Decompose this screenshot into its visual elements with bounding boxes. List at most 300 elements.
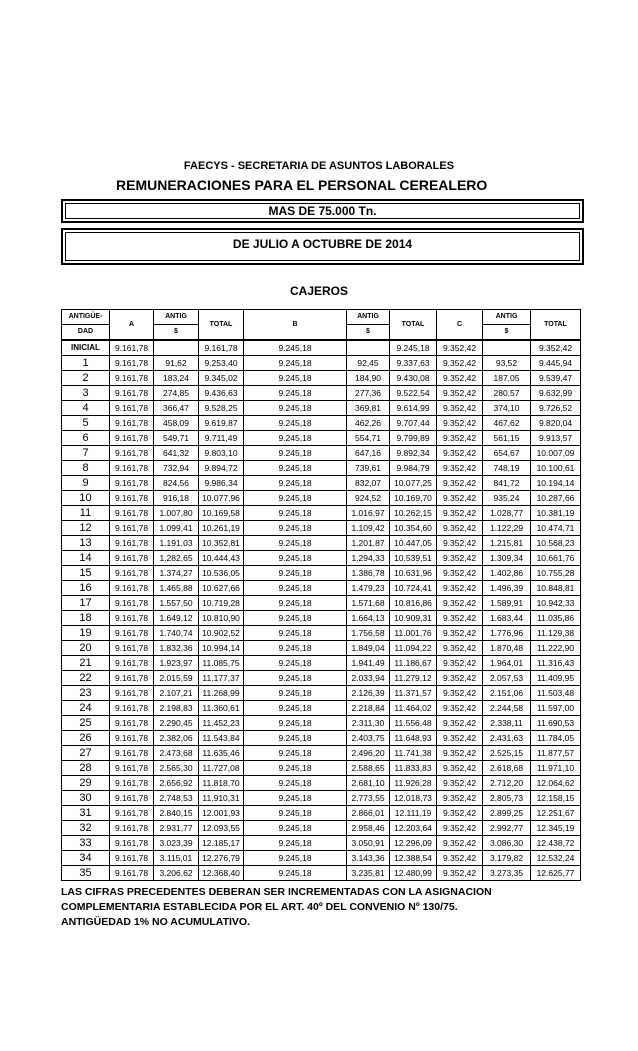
cell-c-antig: 1.028,77	[483, 506, 531, 521]
cell-b-basic: 9.245,18	[244, 446, 347, 461]
cell-c-basic: 9.352,42	[437, 491, 483, 506]
cell-b-total: 10.724,41	[390, 581, 437, 596]
cell-a-total: 9.986,34	[199, 476, 244, 491]
cell-a-basic: 9.161,78	[110, 716, 154, 731]
cell-c-antig: 467,62	[483, 416, 531, 431]
group-b-antig-unit: $	[347, 325, 390, 341]
table-row	[62, 446, 581, 461]
cell-b-antig: 739,61	[347, 461, 390, 476]
table-row	[62, 476, 581, 491]
cell-c-basic: 9.352,42	[437, 866, 483, 881]
cell-b-total: 10.354,60	[390, 521, 437, 536]
cell-c-basic: 9.352,42	[437, 851, 483, 866]
cell-c-total: 9.539,47	[531, 371, 581, 386]
cell-b-antig: 1.201,87	[347, 536, 390, 551]
cell-a-total: 12.185,17	[199, 836, 244, 851]
cell-a-total: 10.444,43	[199, 551, 244, 566]
cell-b-total: 11.926,28	[390, 776, 437, 791]
cell-b-antig: 1.386,78	[347, 566, 390, 581]
cell-antiguedad: 9	[62, 476, 110, 491]
cell-a-antig: 2.107,21	[154, 686, 199, 701]
footnote-line-1: LAS CIFRAS PRECEDENTES DEBERAN SER INCREMENTADAS CON LA ASIGNACION	[61, 886, 492, 898]
table-row	[62, 701, 581, 716]
cell-a-total: 9.803,10	[199, 446, 244, 461]
table-row	[62, 806, 581, 821]
cell-b-basic: 9.245,18	[244, 431, 347, 446]
cell-a-antig: 1.740,74	[154, 626, 199, 641]
cell-c-basic: 9.352,42	[437, 506, 483, 521]
cell-c-total: 11.690,53	[531, 716, 581, 731]
cell-b-total: 9.245,18	[390, 340, 437, 356]
cell-c-antig: 2.618,68	[483, 761, 531, 776]
cell-c-total: 12.625,77	[531, 866, 581, 881]
cell-c-basic: 9.352,42	[437, 641, 483, 656]
cell-a-basic: 9.161,78	[110, 386, 154, 401]
cell-a-total: 11.818,70	[199, 776, 244, 791]
cell-a-antig: 91,62	[154, 356, 199, 371]
cell-c-total: 12.532,24	[531, 851, 581, 866]
group-c-total-header: TOTAL	[531, 310, 581, 341]
cell-a-basic: 9.161,78	[110, 686, 154, 701]
cell-a-total: 10.719,28	[199, 596, 244, 611]
cell-b-antig: 3.235,81	[347, 866, 390, 881]
cell-antiguedad: 23	[62, 686, 110, 701]
cell-b-basic: 9.245,18	[244, 656, 347, 671]
cell-b-antig: 1.109,42	[347, 521, 390, 536]
cell-c-antig: 2.712,20	[483, 776, 531, 791]
cell-c-antig: 2.431,63	[483, 731, 531, 746]
cell-c-antig: 187,05	[483, 371, 531, 386]
cell-b-total: 12.111,19	[390, 806, 437, 821]
cell-a-total: 10.169,58	[199, 506, 244, 521]
cell-b-antig: 2.403,75	[347, 731, 390, 746]
cell-c-total: 11.409,95	[531, 671, 581, 686]
cell-b-antig: 1.479,23	[347, 581, 390, 596]
cell-c-total: 10.942,33	[531, 596, 581, 611]
cell-a-basic: 9.161,78	[110, 821, 154, 836]
cell-b-antig: 462,26	[347, 416, 390, 431]
cell-a-antig: 1.923,97	[154, 656, 199, 671]
cell-a-basic: 9.161,78	[110, 536, 154, 551]
cell-a-basic: 9.161,78	[110, 806, 154, 821]
cell-a-antig: 1.649,12	[154, 611, 199, 626]
group-a-antig-header: ANTIG	[154, 310, 199, 325]
cell-antiguedad: 1	[62, 356, 110, 371]
cell-c-total: 9.445,94	[531, 356, 581, 371]
cell-a-basic: 9.161,78	[110, 836, 154, 851]
table-body	[62, 310, 581, 881]
cell-c-basic: 9.352,42	[437, 746, 483, 761]
table-row	[62, 716, 581, 731]
cell-antiguedad: 6	[62, 431, 110, 446]
cell-b-total: 11.001,76	[390, 626, 437, 641]
cell-b-total: 12.018,73	[390, 791, 437, 806]
group-a-header: A	[110, 310, 154, 341]
cell-b-total: 10.077,25	[390, 476, 437, 491]
cell-a-antig: 2.840,15	[154, 806, 199, 821]
cell-b-antig: 2.958,46	[347, 821, 390, 836]
cell-a-antig: 1.007,80	[154, 506, 199, 521]
cell-c-basic: 9.352,42	[437, 401, 483, 416]
cell-a-basic: 9.161,78	[110, 641, 154, 656]
col-antiguedad-header: ANTIGÜE-	[62, 310, 110, 325]
cell-a-basic: 9.161,78	[110, 401, 154, 416]
cell-c-basic: 9.352,42	[437, 340, 483, 356]
cell-antiguedad: 22	[62, 671, 110, 686]
cell-antiguedad: 30	[62, 791, 110, 806]
cell-a-basic: 9.161,78	[110, 521, 154, 536]
cell-a-antig: 3.023,39	[154, 836, 199, 851]
cell-b-basic: 9.245,18	[244, 626, 347, 641]
cell-c-total: 12.345,19	[531, 821, 581, 836]
cell-antiguedad: 24	[62, 701, 110, 716]
cell-b-total: 9.337,63	[390, 356, 437, 371]
cell-b-total: 10.816,86	[390, 596, 437, 611]
cell-c-antig: 3.179,82	[483, 851, 531, 866]
period-label: DE JULIO A OCTUBRE DE 2014	[65, 232, 580, 261]
cell-a-total: 10.352,81	[199, 536, 244, 551]
cell-a-total: 9.894,72	[199, 461, 244, 476]
cell-antiguedad: 11	[62, 506, 110, 521]
cell-b-total: 12.480,99	[390, 866, 437, 881]
cell-c-basic: 9.352,42	[437, 356, 483, 371]
cell-b-basic: 9.245,18	[244, 416, 347, 431]
cell-b-total: 12.388,54	[390, 851, 437, 866]
cell-c-total: 9.726,52	[531, 401, 581, 416]
cell-c-total: 10.568,23	[531, 536, 581, 551]
cell-b-total: 11.833,83	[390, 761, 437, 776]
cell-b-antig: 92,45	[347, 356, 390, 371]
cell-b-basic: 9.245,18	[244, 401, 347, 416]
cell-b-basic: 9.245,18	[244, 671, 347, 686]
table-row	[62, 791, 581, 806]
cell-a-antig: 2.565,30	[154, 761, 199, 776]
tonnage-box	[61, 199, 584, 223]
cell-a-antig: 2.198,83	[154, 701, 199, 716]
cell-a-total: 9.528,25	[199, 401, 244, 416]
cell-c-antig: 1.402,86	[483, 566, 531, 581]
cell-a-basic: 9.161,78	[110, 356, 154, 371]
cell-a-basic: 9.161,78	[110, 506, 154, 521]
cell-c-total: 10.381,19	[531, 506, 581, 521]
cell-a-total: 11.085,75	[199, 656, 244, 671]
cell-a-antig: 3.115,01	[154, 851, 199, 866]
group-a-total-header: TOTAL	[199, 310, 244, 341]
cell-antiguedad: 31	[62, 806, 110, 821]
cell-c-basic: 9.352,42	[437, 596, 483, 611]
cell-b-antig: 2.311,30	[347, 716, 390, 731]
cell-a-antig: 458,09	[154, 416, 199, 431]
cell-c-basic: 9.352,42	[437, 581, 483, 596]
cell-a-antig: 549,71	[154, 431, 199, 446]
cell-antiguedad: 26	[62, 731, 110, 746]
cell-c-basic: 9.352,42	[437, 671, 483, 686]
cell-antiguedad: 18	[62, 611, 110, 626]
cell-a-antig: 3.206,62	[154, 866, 199, 881]
group-c-antig-header: ANTIG	[483, 310, 531, 325]
cell-b-antig: 832,07	[347, 476, 390, 491]
cell-a-total: 10.902,52	[199, 626, 244, 641]
cell-b-basic: 9.245,18	[244, 791, 347, 806]
cell-b-basic: 9.245,18	[244, 866, 347, 881]
cell-c-total: 10.755,28	[531, 566, 581, 581]
cell-a-total: 10.810,90	[199, 611, 244, 626]
cell-c-antig: 2.805,73	[483, 791, 531, 806]
cell-a-antig: 2.290,45	[154, 716, 199, 731]
cell-antiguedad: 8	[62, 461, 110, 476]
cell-b-antig: 1.294,33	[347, 551, 390, 566]
cell-b-basic: 9.245,18	[244, 340, 347, 356]
group-b-antig-header: ANTIG	[347, 310, 390, 325]
cell-a-antig	[154, 340, 199, 356]
cell-antiguedad: 34	[62, 851, 110, 866]
table-row	[62, 506, 581, 521]
table-row	[62, 656, 581, 671]
cell-b-basic: 9.245,18	[244, 641, 347, 656]
cell-b-total: 9.707,44	[390, 416, 437, 431]
table-row	[62, 641, 581, 656]
cell-c-basic: 9.352,42	[437, 806, 483, 821]
cell-a-basic: 9.161,78	[110, 476, 154, 491]
cell-a-antig: 2.931,77	[154, 821, 199, 836]
cell-c-antig: 1.589,91	[483, 596, 531, 611]
cell-c-total: 12.064,62	[531, 776, 581, 791]
cell-b-basic: 9.245,18	[244, 686, 347, 701]
cell-c-antig: 2.525,15	[483, 746, 531, 761]
cell-a-basic: 9.161,78	[110, 866, 154, 881]
cell-c-basic: 9.352,42	[437, 626, 483, 641]
cell-a-total: 11.452,23	[199, 716, 244, 731]
table-row	[62, 761, 581, 776]
cell-b-basic: 9.245,18	[244, 701, 347, 716]
cell-b-antig: 647,16	[347, 446, 390, 461]
cell-b-antig: 924,52	[347, 491, 390, 506]
cell-c-antig: 1.870,48	[483, 641, 531, 656]
cell-c-antig: 841,72	[483, 476, 531, 491]
cell-c-basic: 9.352,42	[437, 776, 483, 791]
cell-c-basic: 9.352,42	[437, 701, 483, 716]
cell-c-total: 12.158,15	[531, 791, 581, 806]
cell-b-basic: 9.245,18	[244, 476, 347, 491]
cell-b-antig: 2.588,65	[347, 761, 390, 776]
cell-b-total: 10.909,31	[390, 611, 437, 626]
cell-antiguedad: 15	[62, 566, 110, 581]
cell-c-basic: 9.352,42	[437, 476, 483, 491]
period-box	[61, 228, 584, 265]
cell-a-total: 12.276,79	[199, 851, 244, 866]
cell-c-antig: 2.151,06	[483, 686, 531, 701]
cell-c-basic: 9.352,42	[437, 716, 483, 731]
table-row	[62, 671, 581, 686]
cell-b-total: 10.539,51	[390, 551, 437, 566]
cell-b-basic: 9.245,18	[244, 581, 347, 596]
cell-a-total: 11.177,37	[199, 671, 244, 686]
cell-b-basic: 9.245,18	[244, 461, 347, 476]
cell-antiguedad: 10	[62, 491, 110, 506]
cell-b-total: 12.203,64	[390, 821, 437, 836]
cell-c-antig: 2.057,53	[483, 671, 531, 686]
cell-c-basic: 9.352,42	[437, 611, 483, 626]
cell-c-total: 9.820,04	[531, 416, 581, 431]
cell-a-total: 12.368,40	[199, 866, 244, 881]
cell-c-basic: 9.352,42	[437, 836, 483, 851]
cell-a-antig: 1.191,03	[154, 536, 199, 551]
cell-c-total: 10.194,14	[531, 476, 581, 491]
cell-a-basic: 9.161,78	[110, 626, 154, 641]
cell-a-total: 11.910,31	[199, 791, 244, 806]
table-row	[62, 596, 581, 611]
cell-a-basic: 9.161,78	[110, 776, 154, 791]
cell-antiguedad: 16	[62, 581, 110, 596]
col-antiguedad-header-2: DAD	[62, 325, 110, 341]
table-row	[62, 371, 581, 386]
cell-a-total: 10.994,14	[199, 641, 244, 656]
cell-antiguedad: 4	[62, 401, 110, 416]
cell-a-basic: 9.161,78	[110, 431, 154, 446]
group-c-header: C	[437, 310, 483, 341]
table-row	[62, 821, 581, 836]
cell-c-basic: 9.352,42	[437, 521, 483, 536]
cell-b-basic: 9.245,18	[244, 716, 347, 731]
org-line: FAECYS - SECRETARIA DE ASUNTOS LABORALES	[183, 160, 455, 172]
group-b-total-header: TOTAL	[390, 310, 437, 341]
cell-b-basic: 9.245,18	[244, 551, 347, 566]
cell-b-basic: 9.245,18	[244, 851, 347, 866]
cell-b-antig: 2.496,20	[347, 746, 390, 761]
cell-b-basic: 9.245,18	[244, 821, 347, 836]
cell-a-antig: 2.656,92	[154, 776, 199, 791]
cell-c-antig: 1.215,81	[483, 536, 531, 551]
cell-a-antig: 641,32	[154, 446, 199, 461]
cell-b-antig: 1.941,49	[347, 656, 390, 671]
cell-a-basic: 9.161,78	[110, 416, 154, 431]
cell-antiguedad: 17	[62, 596, 110, 611]
cell-a-basic: 9.161,78	[110, 596, 154, 611]
cell-a-total: 9.711,49	[199, 431, 244, 446]
cell-c-total: 10.100,61	[531, 461, 581, 476]
cell-a-antig: 732,94	[154, 461, 199, 476]
cell-b-antig: 2.773,55	[347, 791, 390, 806]
cell-c-total: 12.251,67	[531, 806, 581, 821]
cell-a-antig: 1.465,88	[154, 581, 199, 596]
cell-a-total: 11.727,08	[199, 761, 244, 776]
cell-a-basic: 9.161,78	[110, 446, 154, 461]
cell-b-basic: 9.245,18	[244, 491, 347, 506]
cell-b-total: 11.556,48	[390, 716, 437, 731]
cell-c-antig: 2.992,77	[483, 821, 531, 836]
table-row	[62, 626, 581, 641]
cell-a-basic: 9.161,78	[110, 731, 154, 746]
cell-b-basic: 9.245,18	[244, 836, 347, 851]
cell-c-basic: 9.352,42	[437, 461, 483, 476]
cell-a-antig: 1.282,65	[154, 551, 199, 566]
table-row	[62, 686, 581, 701]
table-row	[62, 401, 581, 416]
cell-a-basic: 9.161,78	[110, 551, 154, 566]
cell-b-total: 11.741,38	[390, 746, 437, 761]
cell-a-antig: 2.015,59	[154, 671, 199, 686]
cell-b-total: 11.094,22	[390, 641, 437, 656]
cell-a-basic: 9.161,78	[110, 851, 154, 866]
group-a-antig-unit: $	[154, 325, 199, 341]
cell-b-antig: 1.571,68	[347, 596, 390, 611]
cell-c-total: 11.035,86	[531, 611, 581, 626]
cell-antiguedad: 28	[62, 761, 110, 776]
table-row	[62, 386, 581, 401]
group-b-header: B	[244, 310, 347, 341]
cell-c-total: 11.129,38	[531, 626, 581, 641]
cell-a-basic: 9.161,78	[110, 611, 154, 626]
cell-a-basic: 9.161,78	[110, 371, 154, 386]
cell-c-antig: 1.309,34	[483, 551, 531, 566]
cell-antiguedad: 35	[62, 866, 110, 881]
cell-a-antig: 2.748,53	[154, 791, 199, 806]
cell-b-basic: 9.245,18	[244, 386, 347, 401]
cell-a-basic: 9.161,78	[110, 491, 154, 506]
cell-a-total: 11.543,84	[199, 731, 244, 746]
cell-c-total: 9.632,99	[531, 386, 581, 401]
cell-b-antig: 1.664,13	[347, 611, 390, 626]
cell-antiguedad: 25	[62, 716, 110, 731]
cell-b-antig: 1.016,97	[347, 506, 390, 521]
cell-c-basic: 9.352,42	[437, 431, 483, 446]
cell-antiguedad: INICIAL	[62, 340, 110, 356]
cell-b-antig	[347, 340, 390, 356]
cell-c-antig: 93,52	[483, 356, 531, 371]
table-row	[62, 746, 581, 761]
cell-b-antig: 2.218,84	[347, 701, 390, 716]
cell-a-antig: 2.473,68	[154, 746, 199, 761]
cell-c-basic: 9.352,42	[437, 566, 483, 581]
cell-b-total: 11.279,12	[390, 671, 437, 686]
cell-c-antig: 654,67	[483, 446, 531, 461]
table-row	[62, 416, 581, 431]
cell-a-total: 9.619,87	[199, 416, 244, 431]
cell-c-antig: 2.338,11	[483, 716, 531, 731]
table-row	[62, 851, 581, 866]
cell-b-antig: 2.681,10	[347, 776, 390, 791]
cell-c-total: 10.474,71	[531, 521, 581, 536]
cell-b-total: 10.169,70	[390, 491, 437, 506]
cell-b-antig: 1.849,04	[347, 641, 390, 656]
cell-c-antig: 748,19	[483, 461, 531, 476]
cell-b-antig: 3.050,91	[347, 836, 390, 851]
table-row	[62, 551, 581, 566]
cell-c-total: 12.438,72	[531, 836, 581, 851]
cell-b-total: 9.614,99	[390, 401, 437, 416]
cell-a-total: 9.161,78	[199, 340, 244, 356]
document-title: REMUNERACIONES PARA EL PERSONAL CEREALERO	[116, 177, 488, 193]
cell-a-antig: 2.382,06	[154, 731, 199, 746]
cell-c-basic: 9.352,42	[437, 551, 483, 566]
cell-b-total: 9.522,54	[390, 386, 437, 401]
cell-c-antig: 1.776,96	[483, 626, 531, 641]
cell-c-antig: 1.683,44	[483, 611, 531, 626]
cell-c-total: 11.316,43	[531, 656, 581, 671]
table-row	[62, 461, 581, 476]
cell-c-antig: 3.086,30	[483, 836, 531, 851]
cell-a-basic: 9.161,78	[110, 581, 154, 596]
cell-c-total: 11.503,48	[531, 686, 581, 701]
cell-c-basic: 9.352,42	[437, 536, 483, 551]
table-row	[62, 356, 581, 371]
cell-c-total: 11.971,10	[531, 761, 581, 776]
cell-a-basic: 9.161,78	[110, 701, 154, 716]
cell-antiguedad: 3	[62, 386, 110, 401]
table-row	[62, 776, 581, 791]
cell-b-basic: 9.245,18	[244, 776, 347, 791]
cell-b-basic: 9.245,18	[244, 611, 347, 626]
